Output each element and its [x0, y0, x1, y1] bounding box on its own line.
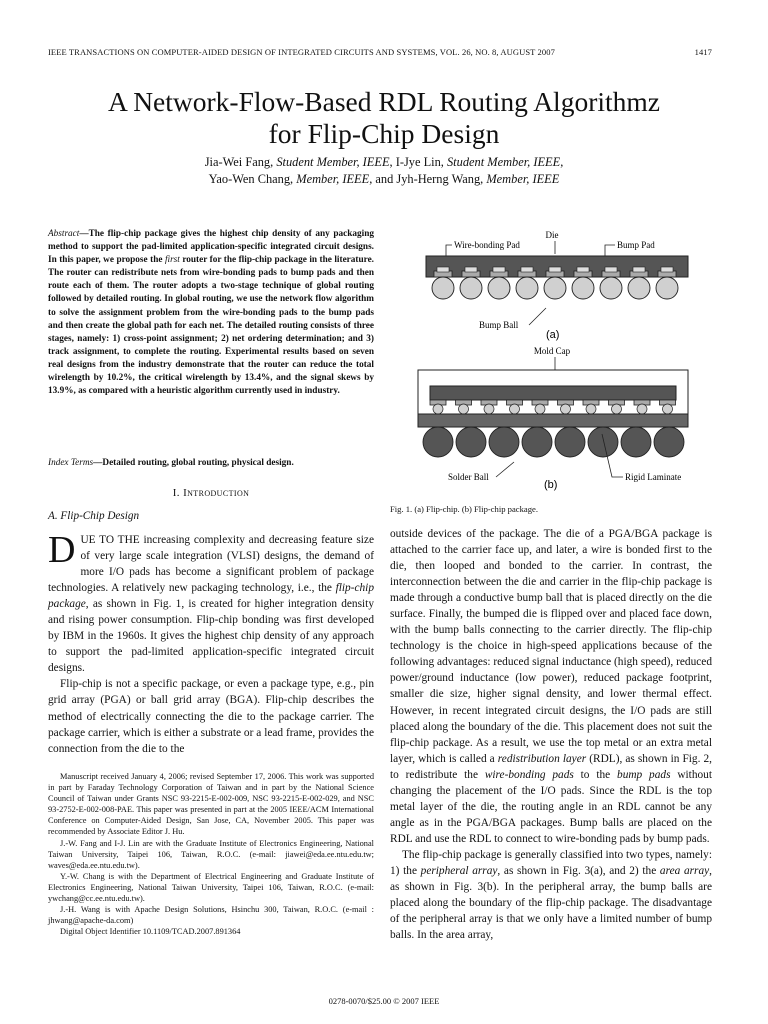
solder-ball: [423, 427, 453, 457]
footnote-doi: Digital Object Identifier 10.1109/TCAD.2007.891364: [60, 927, 241, 937]
bump-ball: [516, 277, 538, 299]
abstract: [48, 228, 374, 398]
emphasis: redistribution layer: [497, 752, 587, 765]
emphasis: area array: [659, 864, 710, 877]
footnote-affiliation: Y.-W. Chang is with the Department of Electrical Engineering and Graduate Institute of Electronics Engineering, National Taiwan University, Taipei 106, Taiwan, R.O.C. (e-mail: ywchang@cc.ee.ntu.edu.tw).: [48, 871, 374, 904]
paragraph: [390, 847, 712, 943]
paragraph-text: (RDL), as shown in Fig. 2, to redistribute the: [390, 752, 713, 781]
index-terms-label: Index Terms: [48, 458, 94, 468]
index-terms-text: —Detailed routing, global routing, physical design.: [93, 458, 294, 468]
label-bump-pad: Bump Pad: [617, 240, 655, 250]
bump-ball: [460, 277, 482, 299]
section-number: I.: [172, 487, 184, 499]
paragraph: Flip-chip is not a specific package, or even a package type, e.g., pin grid array (PGA) or ball grid array (BGA). Flip-chip describes the method of electrically connecting the die to the package carrier. The package carrier, which is either a substrate or a lead frame, provides the connection from the die to the: [48, 678, 374, 755]
paragraph: [390, 526, 712, 847]
paragraph-text: UE TO THE increasing complexity and decreasing feature size of very large scale integration (VLSI) designs, the demand of more I/O pads has become a significant problem of package technologies. A relatively new packaging technology, i.e., the: [48, 534, 374, 595]
package-die: [430, 386, 676, 400]
wire-bonding-pad: [605, 267, 617, 272]
bump-ball: [637, 404, 647, 414]
wire-bonding-pad: [465, 267, 477, 272]
wire-bonding-pad: [437, 267, 449, 272]
author-name: Jia-Wei Fang,: [204, 155, 277, 169]
copyright-footer: 0278-0070/$25.00 © 2007 IEEE: [328, 996, 440, 1006]
section-title: Introduction: [183, 487, 250, 499]
index-terms: [48, 457, 374, 470]
bump-ball: [432, 277, 454, 299]
abstract-text: router for the flip-chip package in the literature. The router can redistribute nets from wire-bonding pads to bump pads and then route each of them. The router adopts a two-stage technique of global routing followed by detailed routing. In global routing, we use the network flow algorithm to solve the assignment problem from the wire-bonding pads to the bump pads and then create the global path for each net. The detailed routing consists of three stages, namely: 1) cross-point assignment; 2) net ordering determination; and 3) track assignment, to complete the routing. Experimental results based on seven real designs from the industry demonstrate that the router can reduce the total wirelength by 10.2%, the critical wirelength by 13.4%, and the signal skews by 13.9%, as compared with a heuristic algorithm currently used in industry.: [48, 255, 374, 397]
bump-ball: [535, 404, 545, 414]
drop-cap: D: [48, 529, 76, 571]
subsection-heading: A. Flip-Chip Design: [48, 510, 140, 522]
paragraph-text: outside devices of the package. The die of a PGA/BGA package is attached to the carrier face up, and later, a wire is bonded first to the die, then looped and bonded to the carrier. In contrast, the interconnection between the die and carrier in the flip-chip package is made through a conductive bump ball that is placed directly on the die surface. Finally, the bumped die is flipped over and placed face down, with the bump balls connecting to the carrier directly. The flip-chip technology is the choice in high-speed applications because of the following advantages: reduced signal inductance (high speed), reduced power/ground inductance (low power), reduced package footprint, smaller die size, higher signal density, and lower thermal effect. However, in recent integrated circuit designs, the I/O pads are still placed along the boundary of the die. This placement does not suit the flip-chip package. As a result, we use the top metal or an extra metal layer, which is called a: [390, 528, 712, 765]
bump-ball: [572, 277, 594, 299]
title-line-1: A Network-Flow-Based RDL Routing Algorithmz: [107, 86, 660, 117]
figure-flip-chip: [416, 226, 692, 498]
label-b: (b): [544, 479, 558, 491]
solder-balls-b: [423, 427, 684, 457]
emphasis: bump pads: [617, 768, 671, 781]
author-separator: ,: [560, 155, 564, 169]
leader-solder-ball: [496, 462, 514, 477]
bump-ball: [459, 404, 469, 414]
title-line-2: for Flip-Chip Design: [268, 118, 500, 149]
bump-ball: [656, 277, 678, 299]
abstract-label: Abstract: [48, 229, 80, 239]
bump-ball: [544, 277, 566, 299]
wire-bonding-pad: [549, 267, 561, 272]
running-header: [48, 47, 712, 57]
wire-bonding-pad: [521, 267, 533, 272]
author-role: Student Member, IEEE: [276, 155, 390, 169]
figure-caption: Fig. 1. (a) Flip-chip. (b) Flip-chip package.: [390, 504, 538, 514]
author-name: , I-Jye Lin,: [389, 155, 447, 169]
bump-ball: [663, 404, 673, 414]
label-die: Die: [545, 230, 559, 240]
section-heading: [48, 487, 374, 499]
bump-ball: [510, 404, 520, 414]
bump-ball: [612, 404, 622, 414]
author-role: Member, IEEE: [486, 172, 560, 186]
wire-bonding-pad: [577, 267, 589, 272]
label-mold-cap: Mold Cap: [533, 346, 571, 356]
journal-name: IEEE TRANSACTIONS ON COMPUTER-AIDED DESIGN OF INTEGRATED CIRCUITS AND SYSTEMS, VOL. 26, NO. 8, AUGUST 2007: [48, 47, 555, 57]
label-rigid-laminate: Rigid Laminate: [625, 472, 682, 482]
bump-balls-a: [432, 277, 678, 299]
paragraph: [48, 529, 374, 676]
right-column-body: [390, 526, 712, 943]
label-wire-bonding-pad: Wire-bonding Pad: [454, 240, 520, 250]
footnote-manuscript: Manuscript received January 4, 2006; revised September 17, 2006. This work was supported in part by Faraday Technology Corporation of Taiwan and in part by the National Science Council of Taiwan under Grants NSC 93-2215-E-002-009, NSC 93-2215-E-002-029, and NSC 93-2752-E-002-008-PAE. This paper was presented in part at the 2005 IEEE/ACM International Conference on Computer-Aided Design, San Jose, CA, November 2005. This paper was recommended by Associate Editor J. Hu.: [48, 772, 374, 837]
emphasis: flip-chip package: [48, 582, 374, 611]
bump-ball: [433, 404, 443, 414]
solder-ball: [522, 427, 552, 457]
label-solder-ball: Solder Ball: [448, 472, 489, 482]
solder-ball: [588, 427, 618, 457]
wire-bonding-pad: [493, 267, 505, 272]
bump-ball: [561, 404, 571, 414]
wire-bonding-pad: [661, 267, 673, 272]
footnote-affiliation: J.-W. Fang and I-J. Lin are with the Graduate Institute of Electronics Engineering, National Taiwan University, Taipei 106, Taiwan, R.O.C. (e-mail: jiawei@eda.ee.ntu.edu.tw; waves@eda.ee.ntu.edu.tw).: [48, 838, 374, 870]
leader-bump-ball: [529, 308, 546, 325]
solder-ball: [555, 427, 585, 457]
solder-ball: [654, 427, 684, 457]
author-role: Member, IEEE: [296, 172, 370, 186]
intro-body: [48, 529, 374, 757]
paragraph-text: without changing the placement of the I/O pads. Since the RDL is the top metal layer of the die, the routing angle in an RDL cannot be any angle as in the PGA/BGA packages. Bump balls are placed on the RDL and use the RDL to connect to wire-bonding pads by bump pads.: [390, 768, 712, 845]
bump-ball: [600, 277, 622, 299]
author-role: Student Member, IEEE: [446, 155, 561, 169]
pads-a: [434, 267, 676, 277]
wire-bonding-pad: [633, 267, 645, 272]
footnote: [48, 771, 374, 937]
label-a: (a): [546, 329, 560, 341]
author-name: , and Jyh-Herng Wang,: [369, 172, 487, 186]
bump-ball: [488, 277, 510, 299]
paper-title: [0, 86, 768, 150]
bump-ball: [628, 277, 650, 299]
solder-ball: [456, 427, 486, 457]
solder-ball: [489, 427, 519, 457]
emphasis: peripheral array: [420, 864, 498, 877]
paragraph-text: The flip-chip package is generally classified into two types, namely: 1) the: [390, 848, 712, 877]
author-line-2: [0, 171, 768, 188]
author-name: Yao-Wen Chang,: [208, 172, 297, 186]
emphasis: wire-bonding pads: [484, 768, 574, 781]
bump-ball: [484, 404, 494, 414]
paragraph-text: , as shown in Fig. 3(b). In the peripheral array, the bump balls are placed along the boundary of the flip-chip package. The disadvantage of the peripheral array is that we only have a limited number of bump balls. In the area array,: [390, 864, 712, 942]
paragraph-text: , as shown in Fig. 1, is created for higher integration density and rising power consumption. Flip-chip bonding was first developed by IBM in the 1960s. It gives the highest chip density of any approach to support the pad-limited application-specific integrated circuit designs.: [48, 598, 374, 675]
bump-ball: [586, 404, 596, 414]
paragraph-text: to the: [573, 768, 618, 781]
label-bump-ball: Bump Ball: [479, 320, 519, 330]
author-list: [0, 154, 768, 188]
paragraph-text: , as shown in Fig. 3(a), and 2) the: [497, 864, 660, 877]
abstract-text: —The flip-chip package gives the highest chip density of any packaging method to support the pad-limited application-specific integrated circuit designs. In this paper, we propose the: [48, 229, 374, 266]
author-line-1: [0, 154, 768, 171]
abstract-emphasis: first: [164, 255, 180, 266]
solder-ball: [621, 427, 651, 457]
footnote-affiliation: J.-H. Wang is with Apache Design Solutions, Hsinchu 300, Taiwan, R.O.C. (e-mail : jhwang@apache-da.com): [48, 905, 374, 926]
rigid-laminate: [418, 414, 688, 427]
page-number: 1417: [694, 47, 712, 57]
